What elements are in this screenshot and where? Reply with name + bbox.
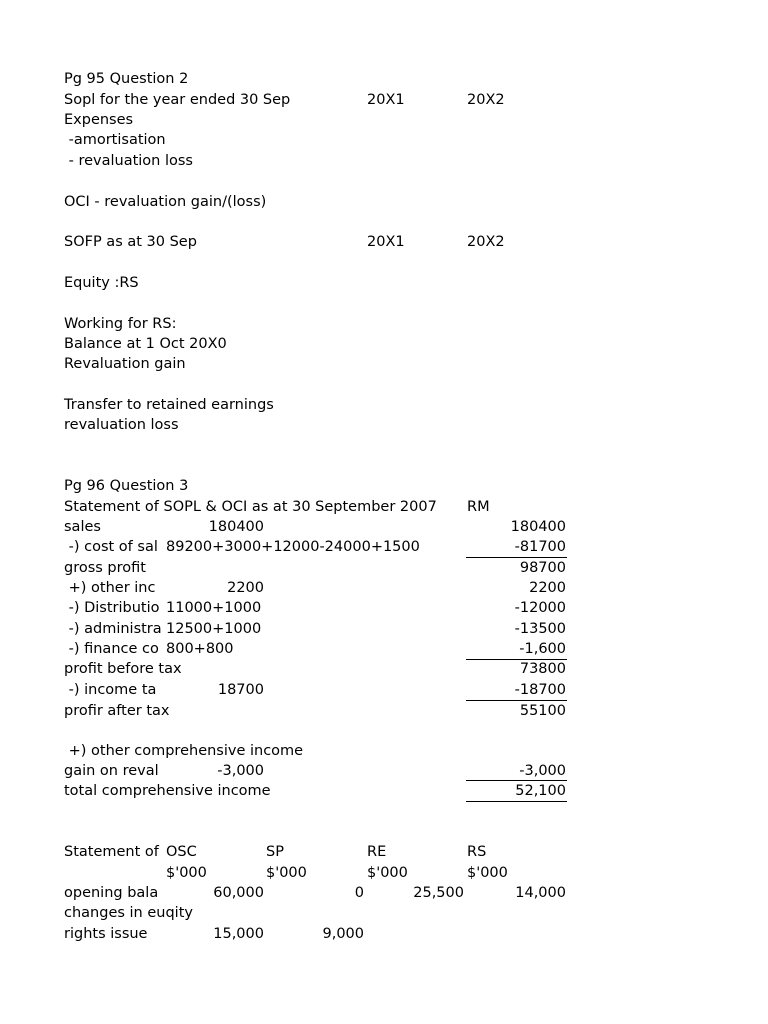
row-label: profir after tax xyxy=(64,703,170,719)
changes-label: changes in euqity xyxy=(64,905,193,921)
rights-osc: 15,000 xyxy=(213,926,264,942)
working-rs-label: Working for RS: xyxy=(64,316,177,332)
unit-sp: $'000 xyxy=(266,865,307,881)
amortisation-label: -amortisation xyxy=(64,132,166,148)
row-calc: 12500+1000 xyxy=(166,621,262,637)
revaluation-loss-2-label: revaluation loss xyxy=(64,417,179,433)
row-calc: 18700 xyxy=(217,682,264,698)
row-label: -) Distributio xyxy=(64,600,160,616)
equity-statement-title: Statement of xyxy=(64,844,159,860)
total-amount: 52,100 xyxy=(515,783,566,799)
row-label: -) income ta xyxy=(64,682,157,698)
oci-header: +) other comprehensive income xyxy=(64,743,304,759)
sofp-year-20x1: 20X1 xyxy=(367,234,405,250)
row-calc: 11000+1000 xyxy=(166,600,262,616)
opening-label: opening bala xyxy=(64,885,159,901)
sofp-year-20x2: 20X2 xyxy=(467,234,505,250)
col-osc: OSC xyxy=(166,844,197,860)
row-amount: -12000 xyxy=(514,600,566,616)
expenses-label: Expenses xyxy=(64,112,134,128)
year-20x2: 20X2 xyxy=(467,92,505,108)
sopl-heading: Sopl for the year ended 30 Sep xyxy=(64,92,291,108)
gain-amount: -3,000 xyxy=(519,763,566,779)
balance-open-label: Balance at 1 Oct 20X0 xyxy=(64,336,227,352)
row-amount: 98700 xyxy=(519,560,566,576)
total-label: total comprehensive income xyxy=(64,783,271,799)
unit-osc: $'000 xyxy=(166,865,207,881)
row-amount: 180400 xyxy=(510,519,566,535)
underline xyxy=(466,557,567,558)
row-amount: -18700 xyxy=(514,682,566,698)
underline xyxy=(466,780,567,781)
sofp-heading: SOFP as at 30 Sep xyxy=(64,234,197,250)
row-amount: -13500 xyxy=(514,621,566,637)
row-label: -) cost of sal xyxy=(64,539,158,555)
transfer-re-label: Transfer to retained earnings xyxy=(64,397,274,413)
row-label: gross profit xyxy=(64,560,146,576)
opening-osc: 60,000 xyxy=(213,885,264,901)
row-calc: 89200+3000+12000-24000+1500 xyxy=(166,539,420,555)
gain-label: gain on reval xyxy=(64,763,159,779)
underline xyxy=(466,801,567,802)
statement-title: Statement of SOPL & OCI as at 30 September 2007 xyxy=(64,499,437,515)
row-amount: 73800 xyxy=(519,661,566,677)
row-amount: 55100 xyxy=(519,703,566,719)
unit-re: $'000 xyxy=(367,865,408,881)
revaluation-gain-label: Revaluation gain xyxy=(64,356,186,372)
row-label: sales xyxy=(64,519,101,535)
col-sp: SP xyxy=(266,844,284,860)
currency-label: RM xyxy=(467,499,490,515)
gain-calc: -3,000 xyxy=(217,763,264,779)
rights-sp: 9,000 xyxy=(322,926,364,942)
opening-sp: 0 xyxy=(354,885,364,901)
opening-re: 25,500 xyxy=(413,885,464,901)
unit-rs: $'000 xyxy=(467,865,508,881)
q3-title: Pg 96 Question 3 xyxy=(64,478,189,494)
row-calc: 800+800 xyxy=(166,641,234,657)
col-rs: RS xyxy=(467,844,487,860)
row-label: profit before tax xyxy=(64,661,182,677)
row-calc: 2200 xyxy=(227,580,264,596)
col-re: RE xyxy=(367,844,387,860)
row-calc: 180400 xyxy=(208,519,264,535)
year-20x1: 20X1 xyxy=(367,92,405,108)
row-amount: -1,600 xyxy=(519,641,566,657)
revaluation-loss-label: - revaluation loss xyxy=(64,153,193,169)
row-label: -) finance co xyxy=(64,641,159,657)
underline xyxy=(466,700,567,701)
equity-rs-label: Equity :RS xyxy=(64,275,139,291)
q2-title: Pg 95 Question 2 xyxy=(64,71,189,87)
opening-rs: 14,000 xyxy=(515,885,566,901)
oci-label: OCI - revaluation gain/(loss) xyxy=(64,194,267,210)
row-amount: 2200 xyxy=(529,580,566,596)
row-label: +) other inc xyxy=(64,580,156,596)
row-label: -) administra xyxy=(64,621,162,637)
rights-label: rights issue xyxy=(64,926,148,942)
row-amount: -81700 xyxy=(514,539,566,555)
